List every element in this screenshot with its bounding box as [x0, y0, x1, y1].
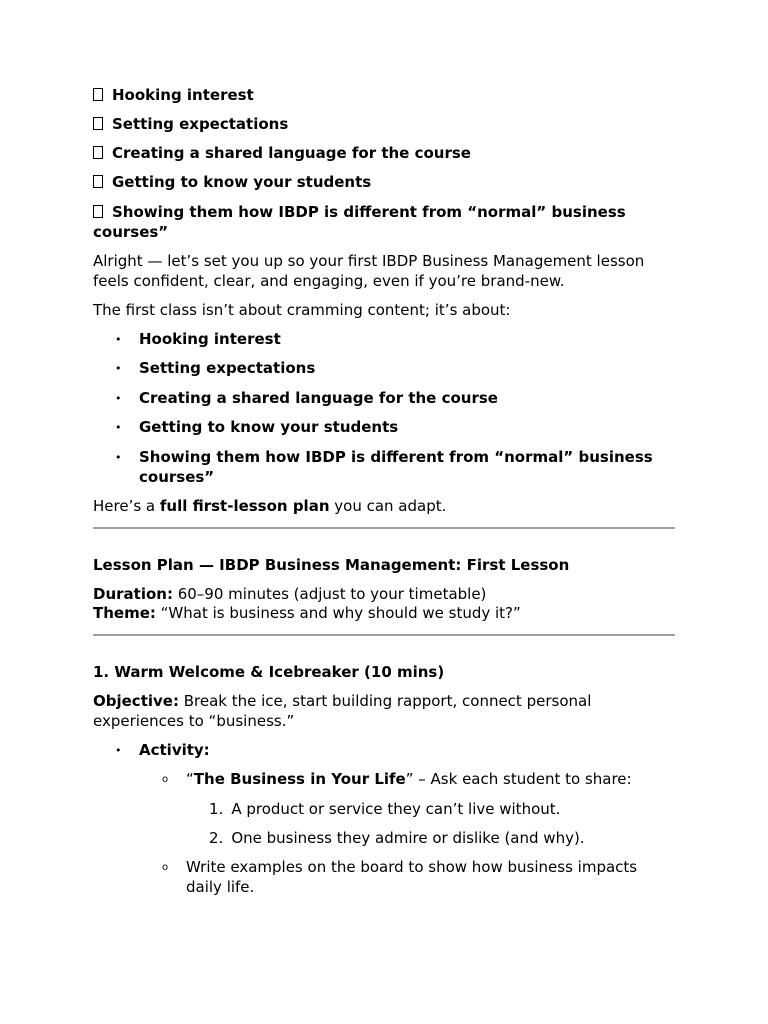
activity-item: • Activity: [115, 741, 210, 759]
numbered-item: 1. A product or service they can’t live without. [209, 800, 561, 818]
list-item: • Showing them how IBDP is different from “normal” business courses” [115, 448, 653, 486]
list-item: • Setting expectations [115, 359, 316, 377]
checklist-item: Creating a shared language for the course [93, 144, 683, 164]
list-item: • Creating a shared language for the course [115, 389, 498, 407]
divider [93, 634, 675, 636]
section-heading: 1. Warm Welcome & Icebreaker (10 mins) [93, 663, 445, 681]
checklist-item: Setting expectations [93, 115, 683, 135]
divider [93, 527, 675, 529]
bullet-dot-icon: • [115, 362, 122, 375]
checklist-item: Hooking interest [93, 86, 683, 106]
theme-line: Theme: “What is business and why should we study it?” [93, 604, 521, 622]
bullet-dot-icon: • [115, 451, 122, 464]
intro-paragraph: Alright — let’s set you up so your first IBDP Business Management lesson feels confident, clear, and engaging, even if you’re brand-new. [93, 252, 645, 290]
circle-bullet-icon: o [162, 774, 169, 785]
sub-list-item: o “The Business in Your Life” – Ask each student to share: [162, 770, 632, 788]
plan-line: Here’s a full first-lesson plan you can adapt. [93, 497, 447, 515]
duration-line: Duration: 60–90 minutes (adjust to your timetable) [93, 585, 487, 603]
circle-bullet-icon: o [162, 862, 169, 873]
empty-box-icon [93, 205, 103, 218]
empty-box-icon [93, 146, 103, 159]
bullet-dot-icon: • [115, 744, 122, 757]
empty-box-icon [93, 175, 103, 188]
list-item: • Getting to know your students [115, 418, 399, 436]
objective-paragraph: Objective: Break the ice, start building rapport, connect personal experiences to “business.” [93, 692, 592, 730]
empty-box-icon [93, 117, 103, 130]
numbered-item: 2. One business they admire or dislike (and why). [209, 829, 585, 847]
checklist-item: Getting to know your students [93, 173, 683, 193]
bullet-dot-icon: • [115, 421, 122, 434]
checklist-item: Showing them how IBDP is different from “normal” business courses” [93, 203, 626, 241]
lesson-title: Lesson Plan — IBDP Business Management: First Lesson [93, 556, 570, 574]
sub-list-item: o Write examples on the board to show how business impacts daily life. [162, 858, 638, 896]
list-item: • Hooking interest [115, 330, 281, 348]
about-line: The first class isn’t about cramming content; it’s about: [93, 301, 511, 319]
bullet-dot-icon: • [115, 333, 122, 346]
bullet-dot-icon: • [115, 392, 122, 405]
empty-box-icon [93, 88, 103, 101]
